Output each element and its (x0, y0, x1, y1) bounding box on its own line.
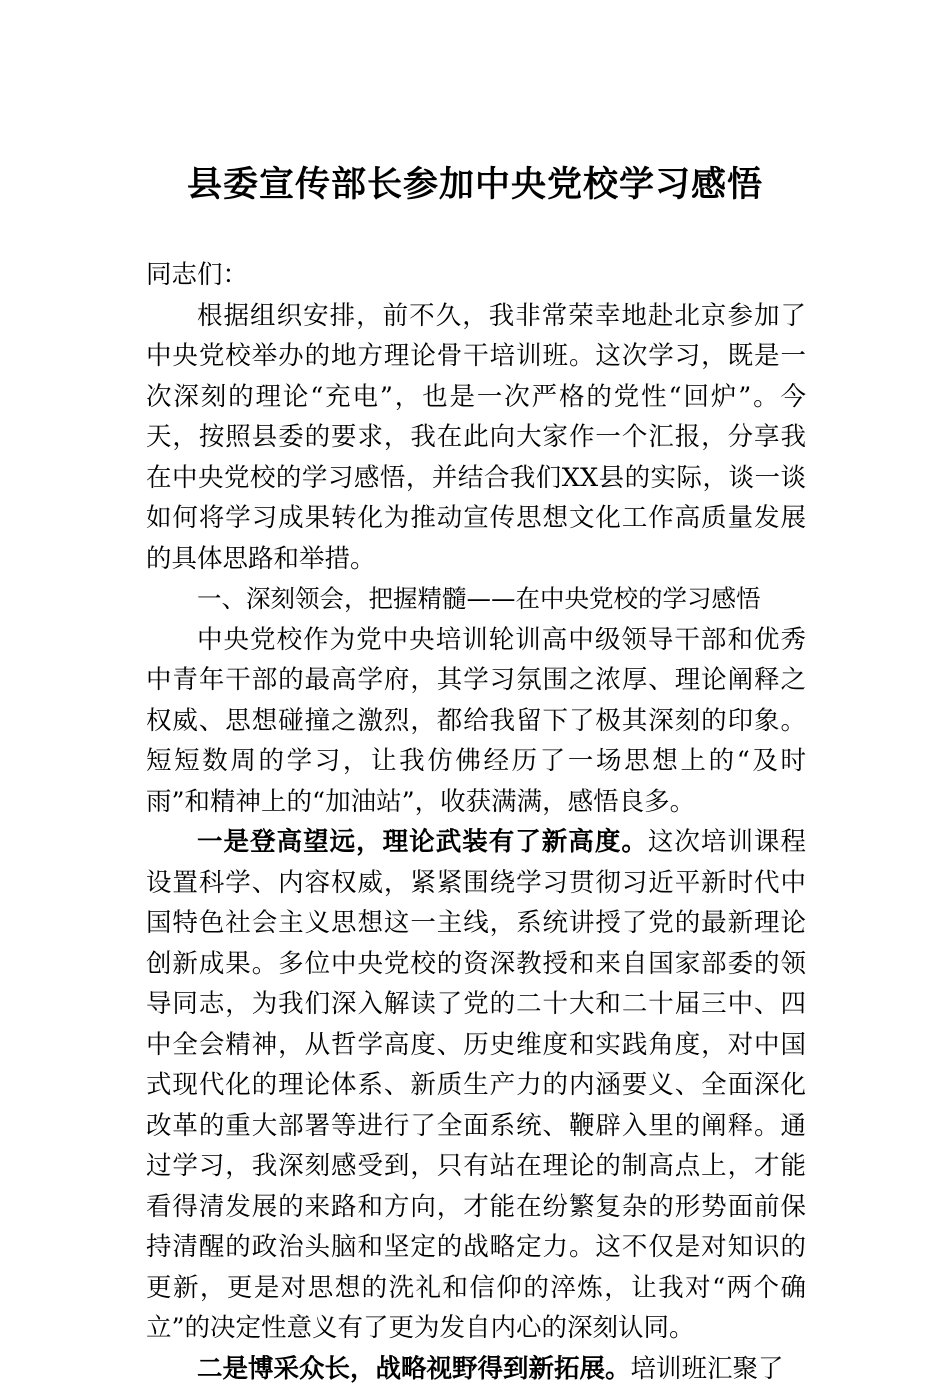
section-intro-paragraph: 中央党校作为党中央培训轮训高中级领导干部和优秀中青年干部的最高学府，其学习氛围之浓厚、理论阐释之权威、思想碰撞之激烈，都给我留下了极其深刻的印象。短短数周的学习，让我仿佛经历了一场思想上的“及时雨”和精神上的“加油站”，收获满满，感悟良多。 (146, 620, 806, 823)
intro-paragraph: 根据组织安排，前不久，我非常荣幸地赴北京参加了中央党校举办的地方理论骨干培训班。这次学习，既是一次深刻的理论“充电”，也是一次严格的党性“回炉”。今天，按照县委的要求，我在此向大家作一个汇报，分享我在中央党校的学习感悟，并结合我们XX县的实际，谈一谈如何将学习成果转化为推动宣传思想文化工作高质量发展的具体思路和举措。 (146, 296, 806, 580)
point-two-paragraph (146, 1349, 806, 1389)
point-one-paragraph (146, 822, 806, 1349)
point-one-lead: 一是登高望远，理论武装有了新高度。 (197, 827, 648, 857)
point-one-body: 这次培训课程设置科学、内容权威，紧紧围绕学习贯彻习近平新时代中国特色社会主义思想这一主线，系统讲授了党的最新理论创新成果。多位中央党校的资深教授和来自国家部委的领导同志，为我们深入解读了党的二十大和二十届三中、四中全会精神，从哲学高度、历史维度和实践角度，对中国式现代化的理论体系、新质生产力的内涵要义、全面深化改革的重大部署等进行了全面系统、鞭辟入里的阐释。通过学习，我深刻感受到，只有站在理论的制高点上，才能看得清发展的来路和方向，才能在纷繁复杂的形势面前保持清醒的政治头脑和坚定的战略定力。这不仅是对知识的更新，更是对思想的洗礼和信仰的淬炼，让我对“两个确立”的决定性意义有了更为发自内心的深刻认同。 (146, 827, 806, 1343)
document-body (146, 255, 806, 1389)
point-two-lead: 二是博采众长，战略视野得到新拓展。 (197, 1354, 631, 1384)
point-two-body: 培训班汇聚了 (631, 1354, 784, 1384)
salutation: 同志们： (146, 255, 806, 296)
section-heading: 一、深刻领会，把握精髓——在中央党校的学习感悟 (146, 579, 806, 620)
document-title: 县委宣传部长参加中央党校学习感悟 (0, 160, 950, 210)
